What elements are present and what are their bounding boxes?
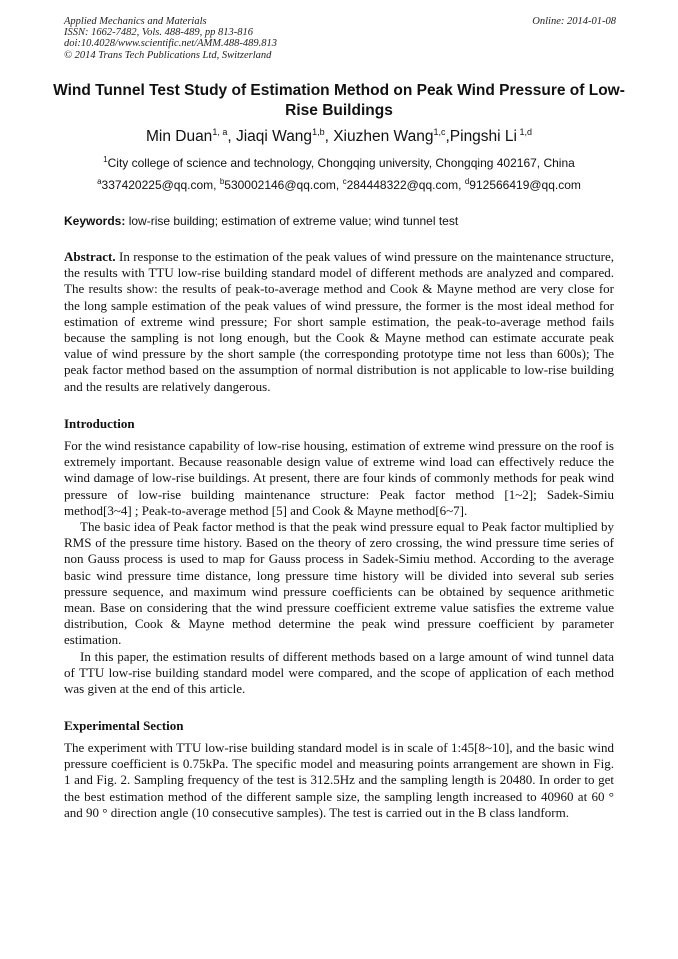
author-affiliation-mark: 1,d	[517, 127, 533, 137]
doi-line: doi:10.4028/www.scientific.net/AMM.488-489.813	[64, 38, 277, 50]
journal-header	[64, 16, 616, 61]
abstract	[64, 249, 614, 395]
experimental-heading: Experimental Section	[64, 718, 184, 733]
paragraph: The basic idea of Peak factor method is that the peak wind pressure equal to Peak factor multiplied by RMS of the pressure time history. Based on the theory of zero crossing, the wind pressure time series of non Gauss process is used to map for Gauss process in Sadek-Simiu method. According to the average basic wind pressure time distance, long pressure time history will be divided into several sub series pressure sequence, and maximum wind pressure coefficients can be obtained by sequence arithmetic mean. Base on considering that the wind pressure coefficient extreme value satisfies the extreme value distribution, Cook & Mayne method determine the peak wind pressure coefficient by parameter estimation.	[64, 519, 614, 648]
online-date: Online: 2014-01-08	[532, 16, 616, 27]
email-separator: ,	[458, 178, 465, 192]
affiliation	[40, 156, 638, 171]
email-separator: ,	[213, 178, 220, 192]
keywords-label: Keywords:	[64, 214, 126, 228]
author-affiliation-mark: 1,c	[433, 127, 446, 137]
affiliation-mark: 1	[103, 155, 108, 164]
email-mark: b	[219, 177, 225, 186]
email-mark: d	[464, 177, 470, 186]
author-name: Min Duan	[145, 128, 213, 145]
email-separator: ,	[335, 178, 343, 192]
author-separator: ,	[445, 128, 450, 145]
affiliation-text: City college of science and technology, Chongqing university, Chongqing 402167, China	[107, 156, 575, 170]
author-name: Xiuzhen Wang	[333, 128, 434, 145]
email-link[interactable]: 337420225@qq.com	[101, 178, 214, 192]
author-name: Jiaqi Wang	[235, 128, 313, 145]
email-mark: c	[342, 177, 347, 186]
paragraph: In this paper, the estimation results of different methods based on a large amount of wind tunnel data of TTU low-rise building standard model were compared, and the scope of application of each method was given at the end of this article.	[64, 648, 614, 697]
abstract-text: In response to the estimation of the peak values of wind pressure on the maintenance structure, the results with TTU low-rise building standard model of different methods are analyzed and compared. The results show: the results of peak-to-average method and Cook & Mayne method are very close for the long sample estimation of the peak values of wind pressure, the former is the most ideal method for estimation of extreme wind pressure; For short sample estimation, the peak-to-average method fails because the sampling is not long enough, but the Cook & Mayne method can estimate accurate peak value of wind pressure by the short sample (the corresponding prototype time not less than 600s); The peak factor method based on the assumption of normal distribution is not applicable to low-rise building and the results are relatively dangerous.	[64, 249, 614, 394]
author-affiliation-mark: 1, a	[212, 127, 228, 137]
keywords	[64, 213, 624, 229]
email-mark: a	[97, 177, 102, 186]
email-link[interactable]: 284448322@qq.com	[346, 178, 459, 192]
author-separator: ,	[324, 128, 334, 145]
author-affiliation-mark: 1,b	[312, 127, 325, 137]
introduction-heading: Introduction	[64, 416, 135, 431]
abstract-label: Abstract.	[64, 249, 116, 264]
email-list	[40, 178, 638, 193]
author-list	[40, 127, 638, 147]
journal-name: Applied Mechanics and Materials	[64, 16, 207, 27]
paragraph: For the wind resistance capability of low-rise housing, estimation of extreme wind pressure on the roof is extremely important. Because reasonable design value of extreme wind load can effectively reduce the wind damage of low-rise buildings. At present, there are four kinds of commonly methods for peak wind pressure of low-rise building maintenance structure: Peak factor method [1~2]; Sadek-Simiu method[3~4] ; Peak-to-average method [5] and Cook & Mayne method[6~7].	[64, 438, 614, 518]
paragraph: The experiment with TTU low-rise building standard model is in scale of 1:45[8~10], and the basic wind pressure coefficient is 0.75kPa. The specific model and measuring points arrangement are shown in Fig. 1 and Fig. 2. Sampling frequency of the test is 312.5Hz and the sampling length is 20480. In order to get the best estimation method of the different sample size, the sampling length increased to 40960 at 60 ° and 90 ° direction angle (10 consecutive samples). The test is carried out in the B class landform.	[64, 740, 614, 820]
introduction-body	[64, 438, 614, 697]
keywords-text: low-rise building; estimation of extreme value; wind tunnel test	[125, 214, 459, 228]
author-name: Pingshi Li	[449, 128, 517, 145]
paper-title: Wind Tunnel Test Study of Estimation Method on Peak Wind Pressure of Low-Rise Buildings	[53, 82, 625, 119]
experimental-body	[64, 740, 614, 821]
author-separator: ,	[227, 128, 236, 145]
copyright-line: © 2014 Trans Tech Publications Ltd, Switzerland	[64, 49, 272, 61]
issn-line: ISSN: 1662-7482, Vols. 488-489, pp 813-816	[64, 27, 253, 39]
email-link[interactable]: 912566419@qq.com	[469, 178, 581, 192]
email-link[interactable]: 530002146@qq.com	[224, 178, 336, 192]
